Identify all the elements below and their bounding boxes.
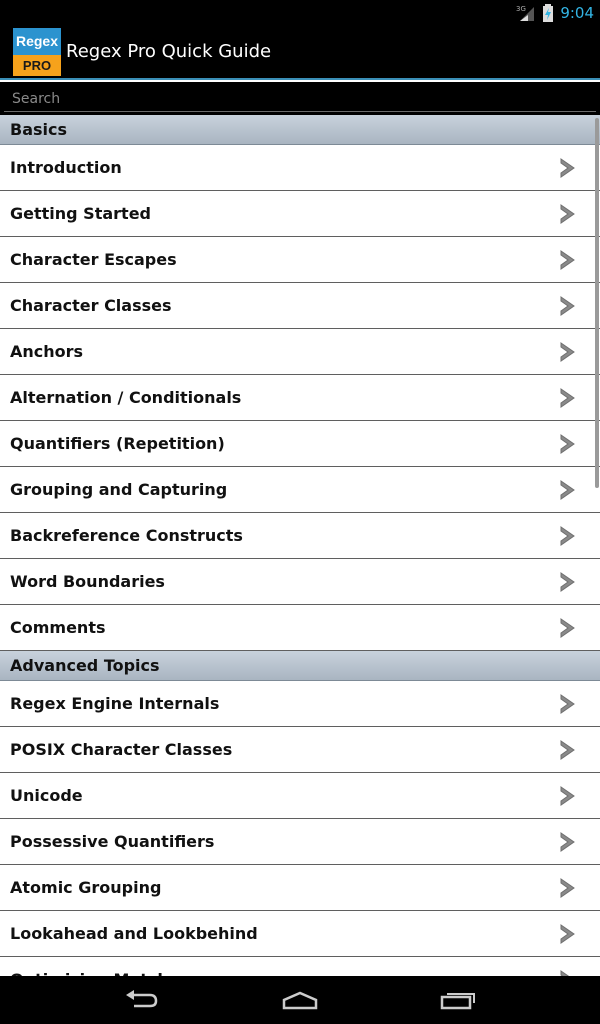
- chevron-right-icon: [558, 433, 576, 455]
- list-item[interactable]: [0, 421, 600, 467]
- chevron-right-icon: [558, 739, 576, 761]
- home-icon: [281, 990, 319, 1010]
- list-item[interactable]: [0, 773, 600, 819]
- status-bar: [0, 0, 600, 25]
- list-item-label: Alternation / Conditionals: [10, 388, 242, 407]
- clock: 9:04: [560, 3, 594, 22]
- chevron-right-icon: [558, 341, 576, 363]
- chevron-right-icon: [558, 923, 576, 945]
- list-item[interactable]: [0, 191, 600, 237]
- list-item[interactable]: [0, 911, 600, 957]
- list-item-label: Grouping and Capturing: [10, 480, 228, 499]
- search-bar: [0, 82, 600, 115]
- chevron-right-icon: [558, 295, 576, 317]
- logo-pro-text: PRO: [13, 55, 61, 76]
- list-item-label: Anchors: [10, 342, 84, 361]
- chevron-right-icon: [558, 831, 576, 853]
- scrollbar-thumb[interactable]: [595, 118, 599, 488]
- chevron-right-icon: [558, 785, 576, 807]
- list-item-label: Comments: [10, 618, 106, 637]
- search-input[interactable]: [4, 86, 596, 112]
- list-item[interactable]: [0, 559, 600, 605]
- action-bar: [0, 25, 600, 80]
- list-item-label: Getting Started: [10, 204, 151, 223]
- list-item[interactable]: [0, 329, 600, 375]
- list-item[interactable]: [0, 727, 600, 773]
- chevron-right-icon: [558, 387, 576, 409]
- chevron-right-icon: [558, 525, 576, 547]
- list-item-label: Regex Engine Internals: [10, 694, 220, 713]
- navigation-bar: [0, 976, 600, 1024]
- list-item-label: Atomic Grouping: [10, 878, 162, 897]
- recent-apps-button[interactable]: [434, 982, 482, 1018]
- chevron-right-icon: [558, 571, 576, 593]
- list-item-label: Backreference Constructs: [10, 526, 243, 545]
- section-header: Advanced Topics: [0, 651, 600, 681]
- list-item-label: POSIX Character Classes: [10, 740, 233, 759]
- chevron-right-icon: [558, 203, 576, 225]
- chevron-right-icon: [558, 693, 576, 715]
- list-item-label: Character Classes: [10, 296, 172, 315]
- list-item[interactable]: [0, 145, 600, 191]
- list-item-label: Introduction: [10, 158, 122, 177]
- app-logo[interactable]: [13, 28, 61, 76]
- chevron-right-icon: [558, 479, 576, 501]
- home-button[interactable]: [276, 982, 324, 1018]
- list-item-label: Character Escapes: [10, 250, 177, 269]
- topic-list[interactable]: [0, 115, 600, 976]
- chevron-right-icon: [558, 617, 576, 639]
- list-item[interactable]: [0, 283, 600, 329]
- chevron-right-icon: [558, 157, 576, 179]
- list-item-label: Lookahead and Lookbehind: [10, 924, 258, 943]
- section-header: Basics: [0, 115, 600, 145]
- list-item[interactable]: [0, 681, 600, 727]
- list-item[interactable]: [0, 513, 600, 559]
- list-item[interactable]: [0, 375, 600, 421]
- list-item[interactable]: [0, 605, 600, 651]
- battery-charging-icon: [542, 4, 554, 22]
- recent-apps-icon: [440, 990, 476, 1010]
- back-button[interactable]: [118, 982, 166, 1018]
- list-item[interactable]: [0, 865, 600, 911]
- list-item-label: Quantifiers (Repetition): [10, 434, 225, 453]
- logo-regex-text: Regex: [13, 28, 61, 55]
- network-type: 3G: [516, 4, 527, 13]
- list-item[interactable]: [0, 819, 600, 865]
- list-item-label: Word Boundaries: [10, 572, 165, 591]
- back-icon: [124, 990, 160, 1010]
- list-item-label: Possessive Quantifiers: [10, 832, 215, 851]
- signal-icon: [516, 4, 536, 22]
- list-item-label: Unicode: [10, 786, 83, 805]
- chevron-right-icon: [558, 877, 576, 899]
- list-item[interactable]: [0, 467, 600, 513]
- list-item[interactable]: [0, 237, 600, 283]
- chevron-right-icon: [558, 249, 576, 271]
- app-title: Regex Pro Quick Guide: [66, 41, 272, 62]
